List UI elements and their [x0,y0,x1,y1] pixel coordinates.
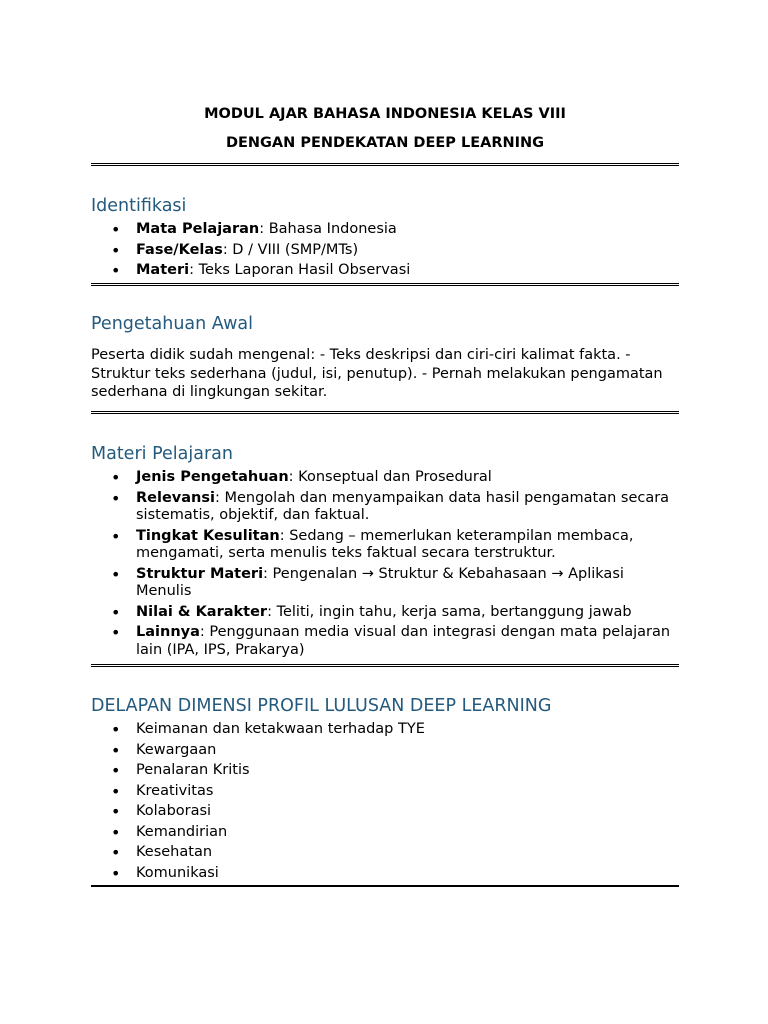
document-title-line-2: DENGAN PENDEKATAN DEEP LEARNING [225,135,545,151]
item-value: : Konseptual dan Prosedural [288,469,492,485]
pengetahuan-awal-text: Peserta didik sudah mengenal: - Teks deskripsi dan ciri-ciri kalimat fakta. - Struktur teks sederhana (judul, isi, penutup). - Pernah melakukan pengamatan sederhana di lingkungan sekitar. [91,347,663,400]
item-label: Jenis Pengetahuan [136,469,289,485]
list-item: • Penalaran Kritis [91,762,679,780]
identifikasi-list [91,221,679,283]
item-label: Tingkat Kesulitan [136,527,280,544]
item-label: Relevansi [136,489,215,506]
item-value: : D / VIII (SMP/MTs) [222,241,359,258]
list-item [91,469,679,487]
item-value: : Teliti, ingin tahu, kerja sama, bertanggung jawab [267,603,632,620]
item-label: Lainnya [136,624,200,640]
item-value: : Sedang – memerlukan keterampilan membaca, mengamati, serta menulis teks faktual secara terstruktur. [136,527,634,561]
list-item: • Komunikasi [91,865,679,883]
list-item [91,566,679,601]
item-label: Mata Pelajaran [136,221,260,237]
list-item [91,221,679,239]
section-heading-materi-pelajaran: Materi Pelajaran [91,444,233,464]
document-title-line-1: MODUL AJAR BAHASA INDONESIA KELAS VIII [204,106,566,122]
list-item [91,528,679,563]
item-label: Materi [136,262,190,278]
list-item: • Kewargaan [91,742,679,760]
list-item [91,604,679,622]
section-divider [91,283,679,286]
list-item: • Kemandirian [91,824,679,842]
item-value: : Mengolah dan menyampaikan data hasil pengamatan secara sistematis, objektif, dan faktual. [136,489,670,523]
list-item: • Keimanan dan ketakwaan terhadap TYE [91,721,679,739]
list-item [91,242,679,260]
section-heading-pengetahuan-awal: Pengetahuan Awal [91,314,253,334]
item-label: Struktur Materi [136,565,264,582]
item-value: : Bahasa Indonesia [259,221,397,237]
section-divider [91,163,679,166]
item-value: : Teks Laporan Hasil Observasi [189,262,411,278]
item-value: : Pengenalan → Struktur & Kebahasaan → Aplikasi Menulis [136,565,624,599]
dimensi-profil-list [91,721,679,885]
section-divider [91,411,679,414]
materi-pelajaran-list [91,469,679,662]
item-value: : Penggunaan media visual dan integrasi dengan mata pelajaran lain (IPA, IPS, Prakarya) [136,624,671,658]
section-divider [91,885,679,887]
item-label: Fase/Kelas [136,241,223,258]
section-heading-dimensi-profil: DELAPAN DIMENSI PROFIL LULUSAN DEEP LEARNING [91,696,552,716]
item-label: Nilai & Karakter [136,603,268,620]
list-item [91,624,679,659]
list-item: • Kreativitas [91,783,679,801]
list-item: • Kesehatan [91,844,679,862]
list-item: • Kolaborasi [91,803,679,821]
section-divider [91,664,679,667]
section-heading-identifikasi: Identifikasi [91,196,187,216]
list-item [91,490,679,525]
list-item [91,262,679,280]
